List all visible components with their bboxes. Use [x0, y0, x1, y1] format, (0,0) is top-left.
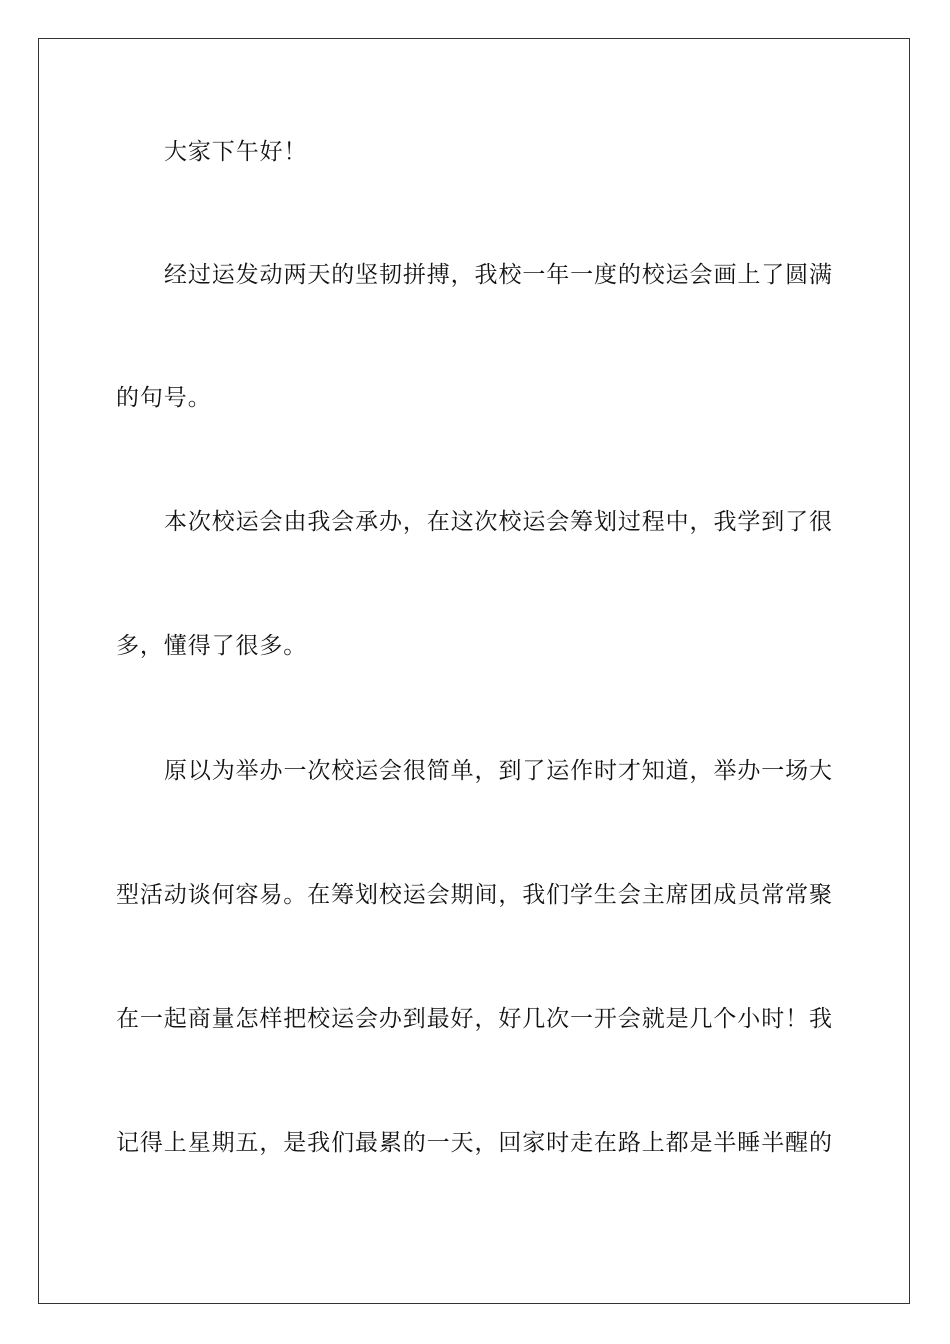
paragraph-2-line-2: 多，懂得了很多。: [116, 633, 308, 659]
page-border: [38, 38, 910, 1304]
paragraph-1-line-1: 经过运发动两天的坚韧拼搏，我校一年一度的校运会画上了圆满: [164, 262, 832, 288]
paragraph-3-line-4: 记得上星期五，是我们最累的一天，回家时走在路上都是半睡半醒的: [116, 1130, 832, 1156]
paragraph-3-line-1: 原以为举办一次校运会很简单，到了运作时才知道，举办一场大: [164, 758, 832, 784]
paragraph-3-line-3: 在一起商量怎样把校运会办到最好，好几次一开会就是几个小时！我: [116, 1006, 832, 1032]
greeting-line: 大家下午好！: [164, 139, 308, 165]
paragraph-3-line-2: 型活动谈何容易。在筹划校运会期间，我们学生会主席团成员常常聚: [116, 882, 832, 908]
paragraph-1-line-2: 的句号。: [116, 385, 212, 411]
paragraph-2-line-1: 本次校运会由我会承办，在这次校运会筹划过程中，我学到了很: [164, 509, 832, 535]
